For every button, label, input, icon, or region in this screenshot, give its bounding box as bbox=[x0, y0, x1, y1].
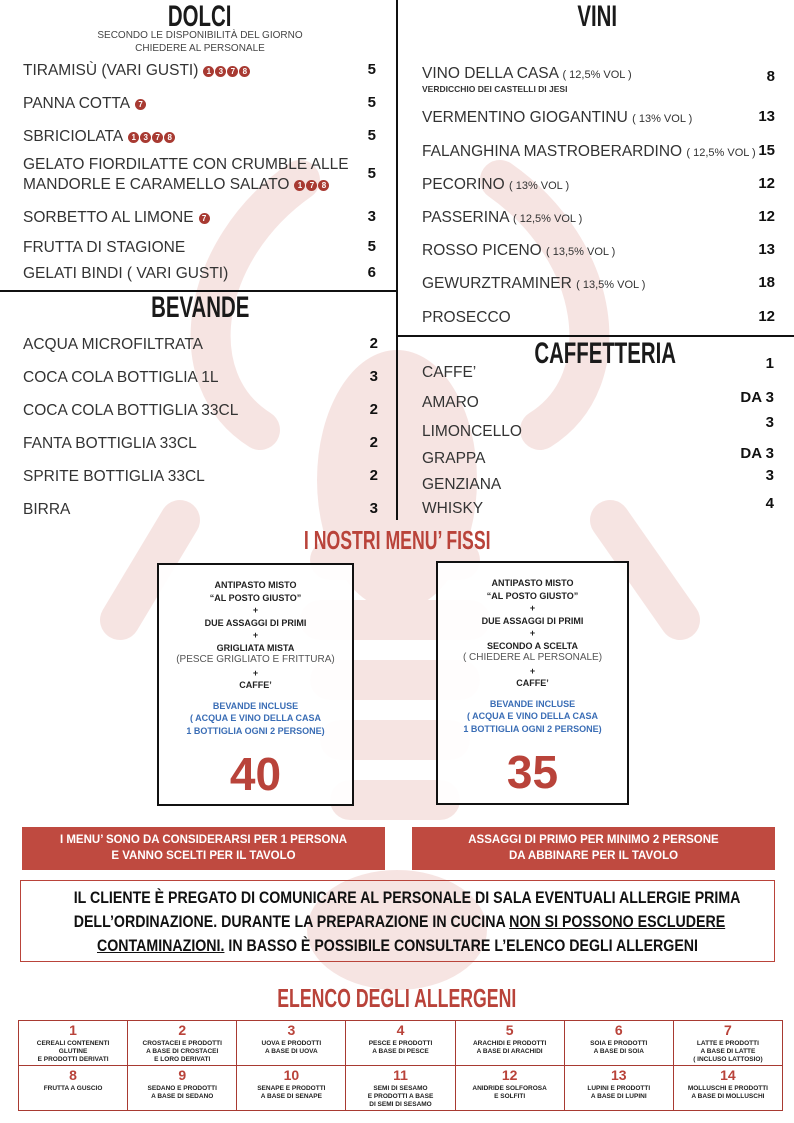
vini-item bbox=[422, 142, 756, 163]
dolci-item bbox=[23, 208, 210, 228]
menu-line: ANTIPASTO MISTO bbox=[491, 578, 574, 588]
menu-line: + bbox=[252, 605, 259, 615]
allergen-desc-line: CROSTACEI E PRODOTTI bbox=[142, 1040, 222, 1047]
bevande-item: SPRITE BOTTIGLIA 33CL bbox=[23, 468, 205, 485]
vini-item bbox=[422, 274, 645, 295]
vini-item bbox=[422, 308, 511, 328]
drinks-line: ( ACQUA E VINO DELLA CASA bbox=[189, 713, 321, 723]
menu-price: 35 bbox=[506, 746, 559, 798]
item-price: 4 bbox=[765, 495, 774, 512]
item-price: 2 bbox=[369, 401, 378, 418]
dolci-item bbox=[23, 61, 250, 81]
allergen-desc-line: UOVA E PRODOTTI bbox=[261, 1040, 322, 1047]
allergen-cell bbox=[346, 1066, 455, 1111]
allergen-description bbox=[21, 1040, 125, 1064]
allergen-row bbox=[19, 1066, 783, 1111]
wine-volume: ( 12,5% VOL ) bbox=[562, 69, 632, 81]
item-price: DA 3 bbox=[740, 389, 774, 406]
item-price: 5 bbox=[367, 238, 376, 255]
allergen-badge: 1 bbox=[294, 180, 305, 191]
dolci-item bbox=[23, 264, 232, 284]
allergen-description bbox=[130, 1040, 234, 1064]
allergen-number: 3 bbox=[287, 1022, 296, 1038]
item-price: 13 bbox=[758, 108, 775, 125]
allergen-description bbox=[130, 1085, 234, 1101]
allergen-desc-line: A BASE DI LUPINI bbox=[590, 1093, 647, 1100]
wine-volume: ( 13% VOL ) bbox=[632, 113, 693, 125]
allergen-badge: 1 bbox=[128, 132, 139, 143]
allergen-desc-line: LUPINI E PRODOTTI bbox=[587, 1085, 651, 1092]
wine-note: VERDICCHIO DEI CASTELLI DI JESI bbox=[422, 84, 568, 94]
allergen-badges bbox=[198, 209, 210, 226]
item-name: PROSECCO bbox=[422, 309, 511, 326]
vini-item bbox=[422, 108, 692, 129]
allergen-description bbox=[21, 1085, 125, 1093]
menu-line: SECONDO A SCELTA bbox=[486, 640, 578, 651]
allergen-desc-line: ( INCLUSO LATTOSIO) bbox=[693, 1056, 763, 1063]
allergen-badge: 7 bbox=[227, 66, 238, 77]
allergen-cell bbox=[673, 1021, 782, 1066]
item-price: 2 bbox=[369, 434, 378, 451]
menu-line: + bbox=[252, 667, 259, 678]
allergen-number: 11 bbox=[393, 1067, 408, 1083]
allergen-desc-line: A BASE DI SENAPE bbox=[260, 1093, 322, 1100]
item-price: 3 bbox=[367, 208, 376, 225]
allergen-badge: 7 bbox=[306, 180, 317, 191]
allergen-cell bbox=[19, 1066, 128, 1111]
dolci-subtitle bbox=[50, 29, 350, 55]
allergen-desc-line: PESCE E PRODOTTI bbox=[368, 1040, 433, 1047]
item-price: DA 3 bbox=[740, 445, 774, 462]
menu-line: CAFFE’ bbox=[516, 678, 549, 688]
wine-volume: ( 13% VOL ) bbox=[509, 180, 570, 192]
item-price: 13 bbox=[758, 241, 775, 258]
notice-text: IN BASSO È POSSIBILE CONSULTARE L’ELENCO DEGLI ALLERGENI bbox=[224, 937, 699, 955]
item-price: 12 bbox=[758, 208, 775, 225]
allergen-description bbox=[567, 1085, 671, 1101]
allergen-desc-line: SOIA E PRODOTTI bbox=[590, 1040, 648, 1047]
allergen-badge: 7 bbox=[152, 132, 163, 143]
dolci-item bbox=[23, 94, 146, 114]
allergen-desc-line: A BASE DI LATTE bbox=[700, 1048, 756, 1055]
allergen-badge: 8 bbox=[318, 180, 329, 191]
allergen-cell bbox=[564, 1066, 673, 1111]
notice-line-2 bbox=[73, 910, 726, 934]
allergen-badge: 8 bbox=[164, 132, 175, 143]
allergeni-title: ELENCO DEGLI ALLERGENI bbox=[277, 983, 517, 1013]
item-name: GELATI BINDI ( VARI GUSTI) bbox=[23, 265, 229, 282]
item-price: 5 bbox=[367, 127, 376, 144]
allergen-cell bbox=[346, 1021, 455, 1066]
allergen-badges bbox=[127, 128, 175, 145]
allergen-number: 14 bbox=[720, 1067, 736, 1083]
allergen-description bbox=[239, 1040, 343, 1056]
menu-line: CAFFE’ bbox=[239, 680, 272, 690]
item-price: 8 bbox=[766, 68, 775, 85]
allergen-desc-line: ARACHIDI E PRODOTTI bbox=[472, 1040, 547, 1047]
item-name: FRUTTA DI STAGIONE bbox=[23, 239, 186, 256]
dolci-title: DOLCI bbox=[168, 0, 232, 33]
caffetteria-item: LIMONCELLO bbox=[422, 423, 522, 440]
allergen-cell bbox=[128, 1066, 237, 1111]
caffetteria-item: GRAPPA bbox=[422, 450, 486, 467]
banner-line: I MENU’ SONO DA CONSIDERARSI PER 1 PERSONA bbox=[59, 834, 348, 846]
bevande-item: COCA COLA BOTTIGLIA 1L bbox=[23, 369, 219, 386]
allergen-badge: 3 bbox=[215, 66, 226, 77]
allergen-desc-line: E SOLFITI bbox=[494, 1093, 526, 1100]
allergen-badges bbox=[293, 176, 329, 193]
wine-volume: ( 12,5% VOL ) bbox=[686, 147, 756, 159]
allergen-desc-line: SENAPE E PRODOTTI bbox=[257, 1085, 326, 1092]
banner-line: E VANNO SCELTI PER IL TAVOLO bbox=[111, 850, 296, 862]
drinks-line: BEVANDE INCLUSE bbox=[489, 698, 576, 709]
item-name: ROSSO PICENO bbox=[422, 242, 542, 259]
allergen-description bbox=[676, 1085, 780, 1101]
allergen-desc-line: E PRODOTTI A BASE bbox=[367, 1093, 434, 1100]
allergen-desc-line: DI SEMI DI SESAMO bbox=[369, 1101, 432, 1108]
banner-per-persona bbox=[22, 827, 385, 870]
menu-line: + bbox=[529, 665, 536, 676]
caffetteria-item: AMARO bbox=[422, 394, 479, 411]
allergen-description bbox=[239, 1085, 343, 1101]
menu-fissi-title: I NOSTRI MENU’ FISSI bbox=[303, 525, 491, 555]
allergen-number: 10 bbox=[283, 1067, 300, 1083]
allergen-description bbox=[348, 1085, 452, 1109]
notice-line-1: IL CLIENTE È PREGATO DI COMUNICARE AL PERSONALE DI SALA EVENTUALI ALLERGIE PRIMA bbox=[73, 889, 741, 907]
item-price: 2 bbox=[369, 467, 378, 484]
item-name: PASSERINA bbox=[422, 209, 509, 226]
allergen-desc-line: GLUTINE bbox=[58, 1048, 88, 1055]
allergen-desc-line: ANIDRIDE SOLFOROSA bbox=[472, 1085, 547, 1092]
allergen-cell bbox=[455, 1021, 564, 1066]
item-name: GELATO FIORDILATTE CON CRUMBLE ALLE bbox=[23, 156, 349, 173]
allergen-description bbox=[458, 1040, 562, 1056]
allergen-desc-line: A BASE DI PESCE bbox=[372, 1048, 429, 1055]
caffetteria-title: CAFFETTERIA bbox=[534, 337, 676, 370]
allergen-desc-line: E PRODOTTI DERIVATI bbox=[37, 1056, 109, 1063]
drinks-included bbox=[159, 700, 352, 738]
vini-item bbox=[422, 64, 632, 94]
banner-line: DA ABBINARE PER IL TAVOLO bbox=[508, 850, 679, 862]
drinks-line: 1 BOTTIGLIA OGNI 2 PERSONE) bbox=[463, 723, 602, 734]
item-price: 2 bbox=[369, 335, 378, 352]
menu-line: DUE ASSAGGI DI PRIMI bbox=[204, 617, 307, 628]
allergen-desc-line: A BASE DI ARACHIDI bbox=[476, 1048, 543, 1055]
wine-volume: ( 12,5% VOL ) bbox=[513, 213, 583, 225]
drinks-line: BEVANDE INCLUSE bbox=[212, 700, 299, 711]
allergen-desc-line: A BASE DI CROSTACEI bbox=[146, 1048, 219, 1055]
allergen-number: 4 bbox=[396, 1022, 405, 1038]
item-price: 15 bbox=[758, 142, 775, 159]
allergen-number: 6 bbox=[614, 1022, 623, 1038]
allergen-description bbox=[567, 1040, 671, 1056]
allergen-table bbox=[18, 1020, 783, 1111]
allergen-number: 13 bbox=[610, 1067, 627, 1083]
menu-line: DUE ASSAGGI DI PRIMI bbox=[481, 615, 584, 626]
allergen-number: 2 bbox=[178, 1022, 187, 1038]
allergen-badge: 7 bbox=[199, 213, 210, 224]
item-price: 5 bbox=[367, 61, 376, 78]
caffetteria-item: CAFFE’ bbox=[422, 364, 477, 381]
vini-item bbox=[422, 175, 569, 196]
item-name: SORBETTO AL LIMONE bbox=[23, 209, 194, 226]
menu-line: “AL POSTO GIUSTO” bbox=[209, 592, 302, 603]
allergen-desc-line: A BASE DI SOIA bbox=[593, 1048, 644, 1055]
allergen-number: 1 bbox=[69, 1022, 77, 1038]
allergen-badge: 7 bbox=[135, 99, 146, 110]
bevande-item: ACQUA MICROFILTRATA bbox=[23, 336, 203, 353]
bevande-item: COCA COLA BOTTIGLIA 33CL bbox=[23, 402, 239, 419]
allergen-desc-line: LATTE E PRODOTTI bbox=[696, 1040, 759, 1047]
item-name: SBRICIOLATA bbox=[23, 128, 124, 145]
item-name-line2: MANDORLE E CARAMELLO SALATO bbox=[23, 176, 290, 193]
drinks-line: ( ACQUA E VINO DELLA CASA bbox=[466, 711, 598, 721]
bevande-item: BIRRA bbox=[23, 501, 71, 518]
allergen-cell bbox=[128, 1021, 237, 1066]
allergen-number: 12 bbox=[501, 1067, 518, 1083]
divider-vertical bbox=[396, 0, 398, 520]
vini-item bbox=[422, 241, 615, 262]
allergen-number: 5 bbox=[505, 1022, 514, 1038]
allergen-cell bbox=[19, 1021, 128, 1066]
menu-line: + bbox=[529, 603, 536, 613]
item-name: TIRAMISÙ (VARI GUSTI) bbox=[23, 62, 199, 79]
allergen-desc-line: SEMI DI SESAMO bbox=[373, 1085, 428, 1092]
allergen-desc-line: FRUTTA A GUSCIO bbox=[43, 1085, 103, 1092]
allergen-row bbox=[19, 1021, 783, 1066]
allergen-number: 8 bbox=[69, 1067, 77, 1083]
item-name: FALANGHINA MASTROBERARDINO bbox=[422, 143, 683, 160]
menu-price: 40 bbox=[229, 748, 282, 800]
vini-title: VINI bbox=[577, 0, 617, 33]
allergen-desc-line: A BASE DI MOLLUSCHI bbox=[691, 1093, 765, 1100]
wine-volume: ( 13,5% VOL ) bbox=[576, 279, 646, 291]
allergy-notice bbox=[20, 880, 775, 962]
menu-fisso-card-40 bbox=[157, 563, 354, 806]
allergen-cell bbox=[237, 1066, 346, 1111]
allergen-desc-line: SEDANO E PRODOTTI bbox=[147, 1085, 217, 1092]
menu-line: GRIGLIATA MISTA bbox=[216, 642, 295, 653]
drinks-included bbox=[438, 698, 627, 736]
dolci-item bbox=[23, 155, 349, 195]
item-name: GEWURZTRAMINER bbox=[422, 275, 572, 292]
allergen-desc-line: E LORO DERIVATI bbox=[154, 1056, 211, 1063]
menu-line: “AL POSTO GIUSTO” bbox=[486, 590, 579, 601]
allergen-cell bbox=[237, 1021, 346, 1066]
item-name: PANNA COTTA bbox=[23, 95, 131, 112]
vini-item bbox=[422, 208, 582, 229]
item-price: 3 bbox=[765, 467, 774, 484]
caffetteria-item: WHISKY bbox=[422, 500, 484, 517]
item-name: VERMENTINO GIOGANTINU bbox=[422, 109, 628, 126]
menu-line: ANTIPASTO MISTO bbox=[214, 580, 297, 590]
allergen-desc-line: CEREALI CONTENENTI bbox=[36, 1040, 110, 1047]
drinks-line: 1 BOTTIGLIA OGNI 2 PERSONE) bbox=[186, 725, 325, 736]
item-price: 3 bbox=[369, 368, 378, 385]
menu-fisso-card-35 bbox=[436, 561, 629, 805]
allergen-badge: 8 bbox=[239, 66, 250, 77]
notice-text: DELL’ORDINAZIONE. DURANTE LA PREPARAZIONE IN CUCINA bbox=[73, 913, 510, 931]
allergen-description bbox=[676, 1040, 780, 1064]
dolci-item bbox=[23, 127, 175, 147]
notice-underlined-text: NON SI POSSONO ESCLUDERE bbox=[509, 913, 726, 931]
item-name: VINO DELLA CASA bbox=[422, 65, 559, 82]
allergen-desc-line: MOLLUSCHI E PRODOTTI bbox=[687, 1085, 768, 1092]
allergen-description bbox=[348, 1040, 452, 1056]
allergen-badges bbox=[134, 95, 146, 112]
menu-line: (PESCE GRIGLIATO E FRITTURA) bbox=[176, 654, 335, 665]
notice-line-3 bbox=[74, 934, 722, 958]
item-price: 3 bbox=[765, 414, 774, 431]
caffetteria-item: GENZIANA bbox=[422, 476, 502, 493]
dolci-subtitle-line: SECONDO LE DISPONIBILITÀ DEL GIORNO bbox=[97, 30, 303, 41]
item-price: 3 bbox=[369, 500, 378, 517]
banner-assaggi-primo bbox=[412, 827, 775, 870]
item-name: PECORINO bbox=[422, 176, 505, 193]
allergen-description bbox=[458, 1085, 562, 1101]
allergen-number: 7 bbox=[724, 1022, 732, 1038]
bevande-item: FANTA BOTTIGLIA 33CL bbox=[23, 435, 197, 452]
item-price: 5 bbox=[367, 165, 376, 182]
item-price: 6 bbox=[367, 264, 376, 281]
item-price: 5 bbox=[367, 94, 376, 111]
item-price: 12 bbox=[758, 308, 775, 325]
item-price: 12 bbox=[758, 175, 775, 192]
dolci-subtitle-line: CHIEDERE AL PERSONALE bbox=[135, 43, 265, 54]
allergen-badge: 3 bbox=[140, 132, 151, 143]
dolci-item bbox=[23, 238, 189, 258]
allergen-cell bbox=[455, 1066, 564, 1111]
menu-line: + bbox=[252, 630, 259, 640]
allergen-desc-line: A BASE DI SEDANO bbox=[151, 1093, 214, 1100]
allergen-cell bbox=[673, 1066, 782, 1111]
allergen-desc-line: A BASE DI UOVA bbox=[264, 1048, 318, 1055]
menu-line: + bbox=[529, 628, 536, 638]
allergen-number: 9 bbox=[178, 1067, 187, 1083]
wine-volume: ( 13,5% VOL ) bbox=[546, 246, 616, 258]
menu-line: ( CHIEDERE AL PERSONALE) bbox=[462, 652, 603, 663]
item-price: 18 bbox=[758, 274, 775, 291]
allergen-badge: 1 bbox=[203, 66, 214, 77]
allergen-cell bbox=[564, 1021, 673, 1066]
item-price: 1 bbox=[765, 355, 774, 372]
notice-underlined-text: CONTAMINAZIONI. bbox=[96, 937, 225, 955]
allergen-badges bbox=[202, 62, 250, 79]
banner-line: ASSAGGI DI PRIMO PER MINIMO 2 PERSONE bbox=[468, 834, 719, 846]
bevande-title: BEVANDE bbox=[150, 291, 250, 324]
